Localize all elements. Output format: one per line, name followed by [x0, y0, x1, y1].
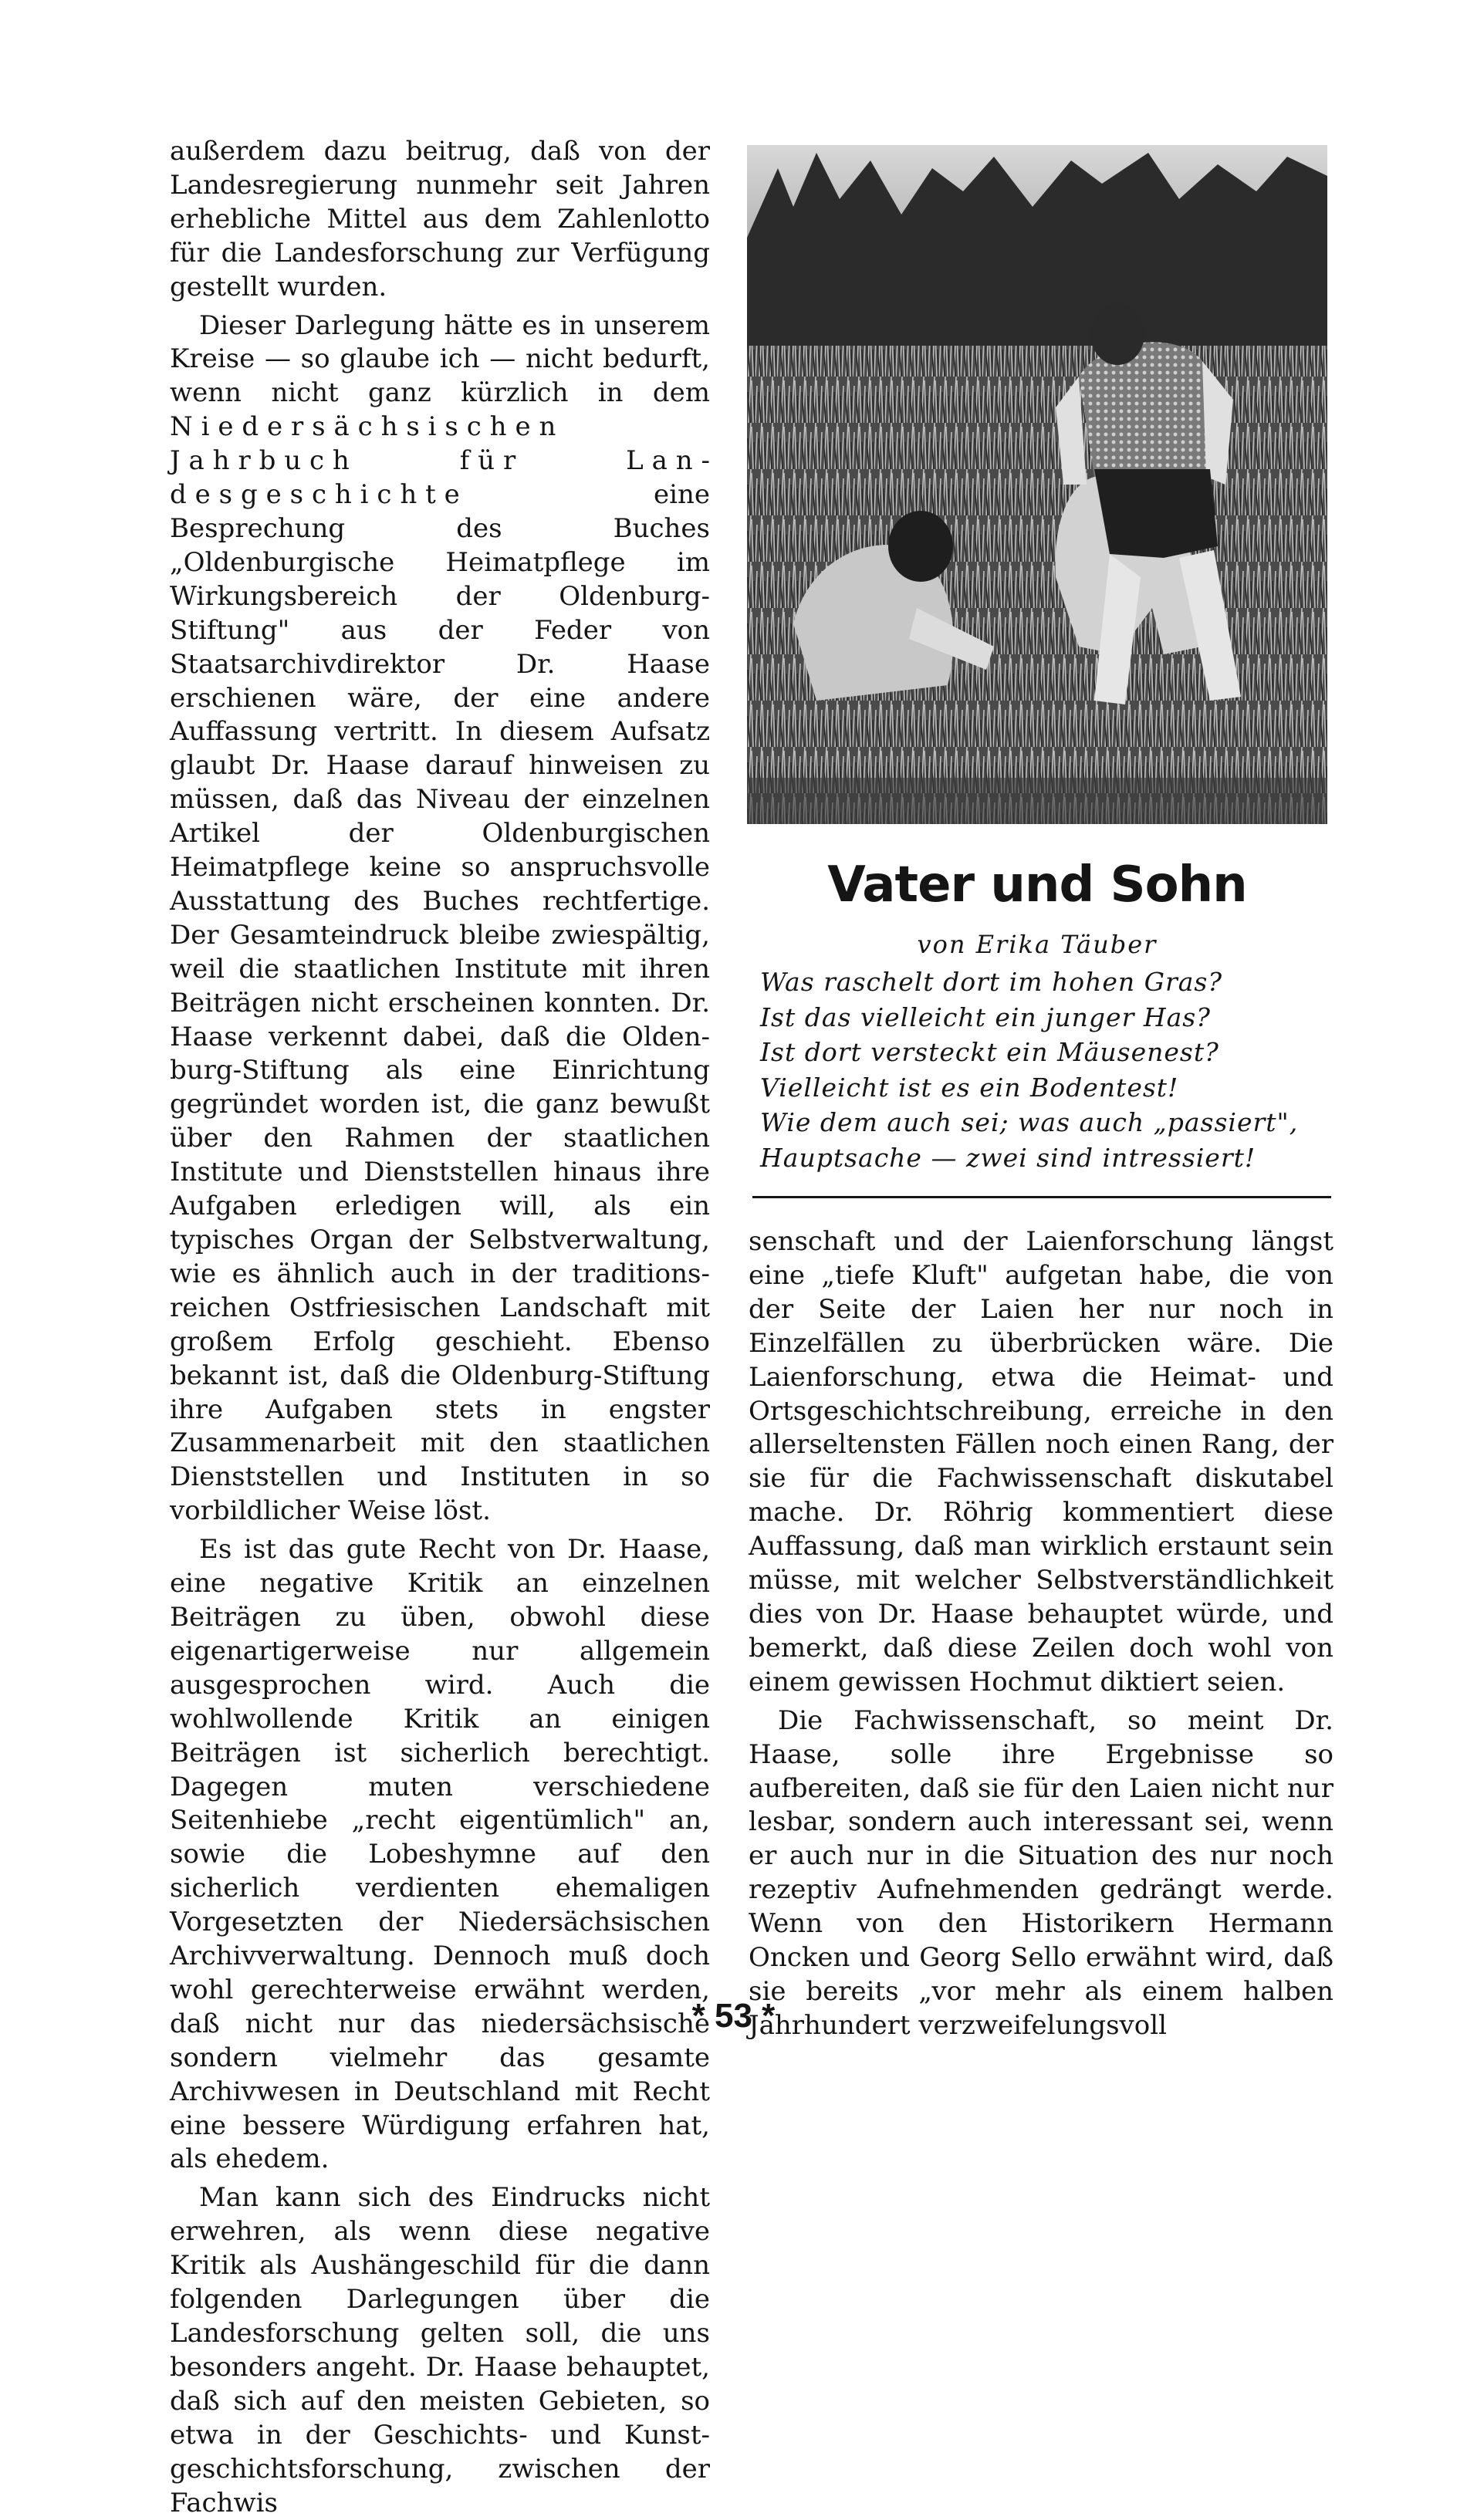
- poem-title: Vater und Sohn: [827, 856, 1247, 914]
- horizontal-divider: [752, 1196, 1331, 1198]
- right-text-column: [749, 1225, 1333, 2043]
- poem-line: Was raschelt dort im hohen Gras?: [760, 967, 1223, 997]
- paragraph: Die Fachwissenschaft, so meint Dr. Haase, solle ihre Ergebnisse so aufbereiten, daß sie für den Laien nicht nur lesbar, sondern auch interessant sei, wenn er auch nur in die Situation des nur noch rezeptiv Aufnehmenden gedrängt werde. Wenn von den Historikern Hermann Oncken und Georg Sello erwähnt wird, daß sie bereits „vor mehr als einem halben Jahrhundert verzweifelungsvoll: [749, 1704, 1333, 2041]
- paragraph: senschaft und der Laienforschung längst eine „tiefe Kluft" aufgetan habe, die von der Seite der Laien her nur noch in Einzelfällen zu überbrücken wäre. Die Laienforschung, etwa die Heimat- und Ortsgeschichtschreibung, erreiche in den allerseltensten Fällen noch einen Rang, der sie für die Fachwissenschaft diskutabel mache. Dr. Röhrig kommentiert diese Auffassung, daß man wirklich erstaunt sein müsse, mit welcher Selbstverständlichkeit dies von Dr. Haase behauptet würde, und bemerkt, daß diese Zeilen doch wohl von einem gewissen Hochmut diktiert seien.: [749, 1226, 1333, 1697]
- poem-line: Ist dort versteckt ein Mäusenest?: [760, 1037, 1219, 1067]
- poem-line: Ist das vielleicht ein junger Has?: [760, 1002, 1211, 1032]
- paragraph: [170, 309, 710, 1529]
- paragraph: Man kann sich des Eindrucks nicht erwehren, als wenn diese negative Kritik als Aushängeschild für die dann folgenden Darlegungen über die Landesforschung gelten soll, die uns besonders angeht. Dr. Haase behauptet, daß sich auf den meisten Gebieten, so etwa in der Geschichts- und Kunstgeschichtsforschung, zwischen der Fachwis: [170, 2182, 710, 2518]
- poem-line: Vielleicht ist es ein Bodentest!: [760, 1072, 1179, 1103]
- text-run: Dieser Darlegung hätte es in unserem Kreise — so glaube ich — nicht bedurft, wenn nicht ganz kürzlich in dem: [170, 309, 710, 409]
- paragraph: Es ist das gute Recht von Dr. Haase, eine negative Kritik an einzelnen Beiträgen zu üben, obwohl diese eigenartigerweise nur allgemein ausgesprochen wird. Auch die wohlwollende Kritik an einigen Beiträgen ist sicherlich berechtigt. Dagegen muten verschiedene Seitenhiebe „recht eigentümlich" an, sowie die Lobeshymne auf den sicherlich verdienten ehemaligen Vorgesetzten der Niedersächsischen Archivverwaltung. Dennoch muß doch wohl gerechterweise erwähnt werden, daß nicht nur das niedersächsische sondern vielmehr das gesamte Archivwesen in Deutschland mit Recht eine bessere Würdigung erfahren hat, als ehedem.: [170, 1534, 710, 2175]
- poem-line: Hauptsache — zwei sind intressiert!: [760, 1142, 1256, 1173]
- paragraph: außerdem dazu beitrug, daß von der Landesregierung nunmehr seit Jahren erhebliche Mittel aus dem Zahlenlotto für die Landesforschung zur Verfügung gestellt wurden.: [170, 136, 710, 302]
- text-run: eine Besprechung des Buches „Oldenburgische Heimatpflege im Wirkungsbereich der Oldenburg-Stiftung" aus der Feder von Staatsarchivdirektor Dr. Haase erschienen wäre, der eine andere Auffassung vertritt. In diesem Aufsatz glaubt Dr. Haase darauf hinweisen zu müssen, daß das Niveau der einzelnen Artikel der Oldenburgischen Heimatpflege keine so anspruchsvolle Ausstattung des Buches rechtfertige. Der Gesamteindruck bleibe zwiespältig, weil die staatlichen Institute mit ihren Beiträgen nicht erscheinen konnten. Dr. Haase verkennt dabei, daß die Oldenburg-Stiftung als eine Einrichtung gegründet worden ist, die ganz bewußt über den Rahmen der staatlichen Institute und Dienststellen hinaus ihre Aufgaben erledigen will, als ein typisches Organ der Selbstverwaltung, wie es ähnlich auch in der traditionsreichen Ostfriesischen Landschaft mit großem Erfolg geschieht. Ebenso bekannt ist, daß die Oldenburg-Stiftung ihre Aufgaben stets in engster Zusammenarbeit mit den staatlichen Dienststellen und Instituten in so vorbildlicher Weise löst.: [170, 479, 710, 1527]
- poem-line: Wie dem auch sei; was auch „passiert",: [760, 1107, 1299, 1137]
- page-number: * 53 *: [691, 1997, 776, 2035]
- photo-father-and-son-in-grass: [747, 145, 1327, 824]
- poem-author: von Erika Täuber: [917, 930, 1158, 959]
- journal-title: Niedersächsischen Jahrbuch für Landesgeschichte: [170, 411, 710, 511]
- poem-verses: [760, 964, 1347, 1175]
- left-text-column: [170, 135, 710, 2520]
